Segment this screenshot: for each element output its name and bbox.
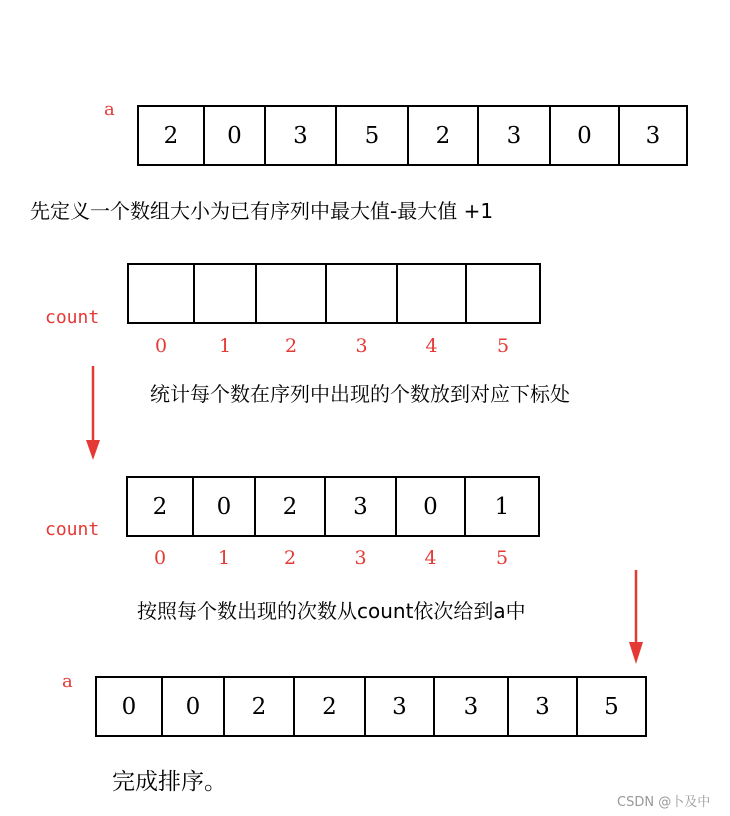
index-label: 3 (355, 335, 368, 357)
index-label: 5 (496, 335, 510, 357)
count-array-filled (126, 476, 538, 537)
down-arrow-2 (626, 568, 646, 668)
array-cell: 2 (223, 676, 295, 737)
array-cell: 0 (395, 476, 466, 537)
array-cell: 3 (264, 105, 337, 166)
array-cell: 2 (254, 476, 326, 537)
array-cell (325, 263, 398, 324)
array-a-initial (137, 105, 686, 166)
down-arrow-1 (83, 364, 103, 464)
index-label: 2 (283, 547, 297, 569)
count-label-filled: count (45, 519, 100, 540)
array-cell: 0 (203, 105, 266, 166)
index-label: 3 (354, 547, 367, 569)
index-label: 0 (153, 547, 167, 569)
caption-step4: 完成排序。 (112, 769, 227, 795)
array-cell: 3 (324, 476, 397, 537)
array-cell (127, 263, 195, 324)
index-label: 0 (154, 335, 168, 357)
array-cell: 0 (95, 676, 163, 737)
array-cell: 3 (433, 676, 509, 737)
array-cell: 5 (335, 105, 409, 166)
array-cell: 1 (464, 476, 540, 537)
array-cell (193, 263, 257, 324)
index-label: 1 (217, 547, 231, 569)
index-label: 5 (495, 547, 509, 569)
caption-step1: 先定义一个数组大小为已有序列中最大值-最大值 +1 (30, 199, 494, 223)
count-label-empty: count (45, 307, 100, 328)
index-label: 1 (218, 335, 232, 357)
array-cell: 2 (126, 476, 194, 537)
array-cell: 5 (576, 676, 647, 737)
array-cell: 2 (293, 676, 366, 737)
array-cell: 2 (137, 105, 205, 166)
caption-step3: 按照每个数出现的次数从count依次给到a中 (137, 599, 526, 623)
array-cell: 3 (618, 105, 688, 166)
count-array-empty (127, 263, 539, 324)
array-cell: 0 (192, 476, 256, 537)
array-cell: 3 (507, 676, 578, 737)
array-cell (255, 263, 327, 324)
array-cell: 0 (161, 676, 225, 737)
array-cell (396, 263, 467, 324)
array-a-sorted (95, 676, 645, 737)
array-a-sorted-label: a (62, 671, 73, 692)
watermark: CSDN @卜及中 (617, 795, 711, 810)
caption-step2: 统计每个数在序列中出现的个数放到对应下标处 (150, 382, 570, 406)
index-label: 4 (424, 547, 437, 569)
index-label: 2 (284, 335, 298, 357)
array-cell (465, 263, 541, 324)
array-cell: 0 (549, 105, 620, 166)
array-cell: 3 (364, 676, 435, 737)
array-a-label: a (104, 99, 115, 120)
array-cell: 3 (477, 105, 551, 166)
index-label: 4 (425, 335, 438, 357)
array-cell: 2 (407, 105, 479, 166)
